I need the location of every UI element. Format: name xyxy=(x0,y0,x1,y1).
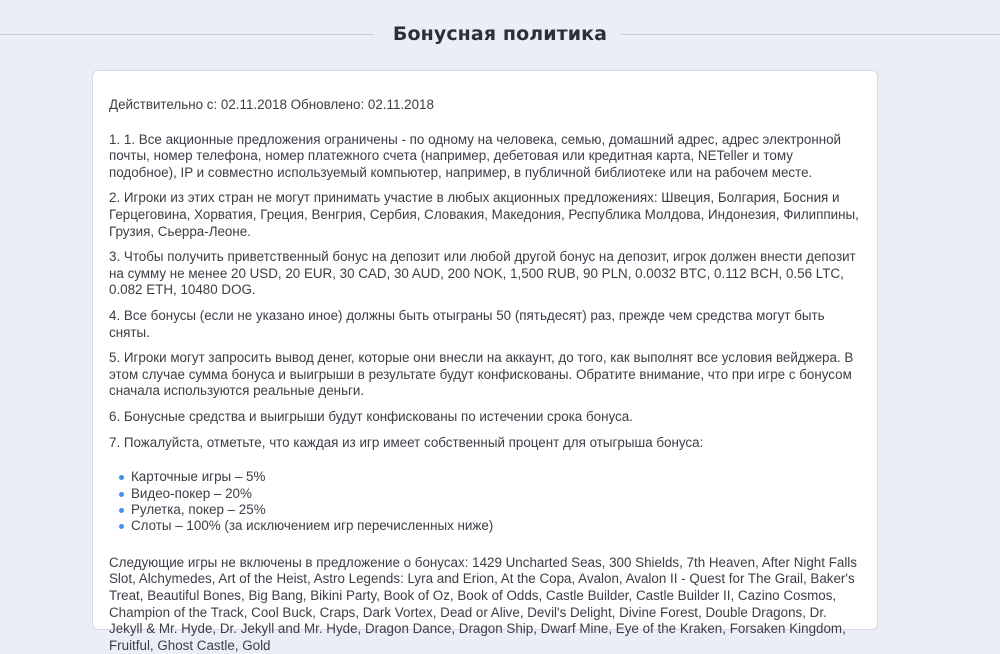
bullet-icon xyxy=(119,508,124,513)
bullet-icon xyxy=(119,492,124,497)
page-title: Бонусная политика xyxy=(379,23,621,45)
list-item xyxy=(119,518,861,534)
contribution-label: Карточные игры – 5% xyxy=(131,469,266,485)
header-divider-left xyxy=(0,34,374,35)
policy-paragraph-5: 5. Игроки могут запросить вывод денег, которые они внесли на аккаунт, до того, как выполнят все условия вейджера. В этом случае сумма бонуса и выигрыши в результате будут конфискованы. Обратите внимание, что при игре с бонусом сначала используются реальные деньги. xyxy=(109,350,854,399)
header-divider-right xyxy=(598,34,1000,35)
list-item xyxy=(119,486,861,502)
policy-paragraph-3: 3. Чтобы получить приветственный бонус на депозит или любой другой бонус на депозит, игрок должен внести депозит на сумму не менее 20 USD, 20 EUR, 30 CAD, 30 AUD, 200 NOK, 1,500 RUB, 90 PLN, 0.0032 BTC, 0.112 BCH, 0.56 LTC, 0.082 ETH, 10480 DOG. xyxy=(109,249,856,298)
policy-paragraph-2: 2. Игроки из этих стран не могут принимать участие в любых акционных предложениях: Швеция, Болгария, Босния и Герцеговина, Хорватия, Греция, Венгрия, Сербия, Словакия, Македония, Республика Молдова, Индонезия, Филиппины, Грузия, Сьерра-Леоне. xyxy=(109,190,859,239)
list-item xyxy=(119,469,861,485)
policy-paragraph-4: 4. Все бонусы (если не указано иное) должны быть отыграны 50 (пятьдесят) раз, прежде чем средства могут быть сняты. xyxy=(109,307,825,340)
policy-paragraph-6: 6. Бонусные средства и выигрыши будут конфискованы по истечении срока бонуса. xyxy=(109,408,633,424)
wagering-contribution-list xyxy=(109,469,861,535)
policy-paragraph-1: 1. 1. Все акционные предложения ограничены - по одному на человека, семью, домашний адрес, адрес электронной почты, номер телефона, номер платежного счета (например, дебетовая или кредитная карта, NETeller и тому подобное), IP и совместно используемый компьютер, например, в публичной библиотеке или на рабочем месте. xyxy=(109,131,842,180)
page-header xyxy=(0,18,1000,50)
contribution-label: Видео-покер – 20% xyxy=(131,485,252,501)
policy-dates: Действительно с: 02.11.2018 Обновлено: 02.11.2018 xyxy=(109,97,434,112)
bullet-icon xyxy=(119,475,124,480)
excluded-games-paragraph: Следующие игры не включены в предложение о бонусах: 1429 Uncharted Seas, 300 Shields, 7th Heaven, After Night Falls Slot, Alchymedes, Art of the Heist, Astro Legends: Lyra and Erion, At the Copa, Avalon, Avalon II - Quest for The Grail, Baker's Treat, Beautiful Bones, Big Bang, Bikini Party, Book of Oz, Book of Odds, Castle Builder, Castle Builder II, Cazino Cosmos, Champion of the Track, Cool Buck, Craps, Dark Vortex, Dead or Alive, Devil's Delight, Divine Forest, Double Dragons, Dr. Jekyll & Mr. Hyde, Dr. Jekyll and Mr. Hyde, Dragon Dance, Dragon Ship, Dwarf Mine, Eye of the Kraken, Forsaken Kingdom, Fruitful, Ghost Castle, Gold xyxy=(109,554,857,653)
bullet-icon xyxy=(119,524,124,529)
list-item xyxy=(119,502,861,518)
contribution-label: Слоты – 100% (за исключением игр перечисленных ниже) xyxy=(131,518,494,534)
contribution-label: Рулетка, покер – 25% xyxy=(131,501,266,517)
policy-paragraph-7: 7. Пожалуйста, отметьте, что каждая из игр имеет собственный процент для отыгрыша бонуса: xyxy=(109,434,704,450)
policy-card xyxy=(92,70,878,653)
